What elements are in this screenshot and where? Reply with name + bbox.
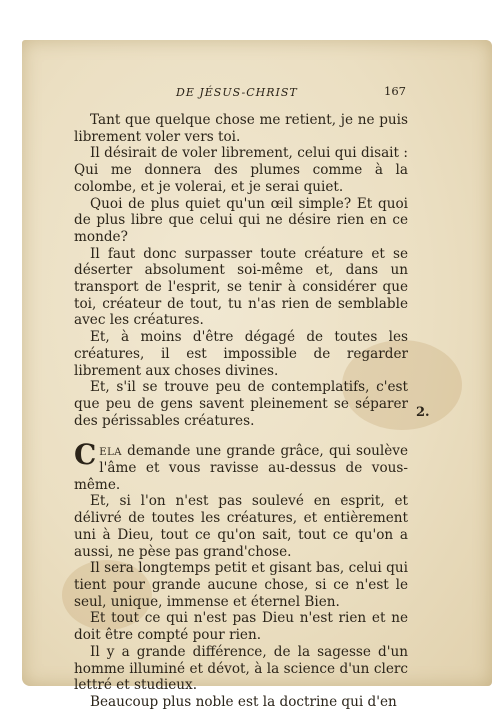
- paragraph: Beaucoup plus noble est la doctrine qui d'en: [90, 693, 397, 710]
- paragraph: Et, s'il se trouve peu de contemplatifs, c'est que peu de gens savent pleinement se séparer des périssables créatures.: [74, 379, 408, 429]
- paragraph: Il faut donc surpasser toute créature et se déserter absolument soi-même et, dans un transport de l'esprit, se tenir à considérer que toi, créateur de tout, tu n'as rien de semblable avec les créatures.: [74, 245, 408, 329]
- page-number: 167: [384, 84, 406, 98]
- page-body: [74, 112, 408, 711]
- drop-cap: C: [74, 438, 97, 472]
- paragraph: Il sera longtemps petit et gisant bas, celui qui tient pour grande aucune chose, si ce n'est le seul, unique, immense et éternel Bien.: [74, 560, 408, 610]
- running-title: DE JÉSUS-CHRIST: [176, 86, 298, 99]
- paragraph: Et tout ce qui n'est pas Dieu n'est rien et ne doit être compté pour rien.: [74, 610, 408, 644]
- section-number: 2.: [416, 405, 430, 420]
- paragraph: Et, si l'on n'est pas soulevé en esprit, et délivré de toutes les créatures, et entièrement uni à Dieu, tout ce qu'on sait, tout ce qu'on a aussi, ne pèse pas grand'chose.: [74, 493, 408, 560]
- paragraph: Il y a grande différence, de la sagesse d'un homme illuminé et dévot, à la science d'un clerc lettré et studieux.: [74, 643, 408, 694]
- opening-text: demande une grande grâce, qui soulève l'âme et vous ravisse au-dessus de vous-même.: [74, 443, 408, 493]
- small-caps-word: ela: [99, 443, 122, 460]
- paragraph: Et, à moins d'être dégagé de toutes les créatures, il est impossible de regarder librement aux choses divines.: [74, 329, 408, 379]
- paragraph: Tant que quelque chose me retient, je ne puis librement voler vers toi.: [74, 112, 408, 145]
- section-opening-paragraph: [74, 438, 408, 493]
- paragraph: Il désirait de voler librement, celui qui disait : Qui me donnera des plumes comme à la colombe, et je volerai, et je serai quiet.: [74, 145, 408, 195]
- paragraph: Quoi de plus quiet qu'un œil simple? Et quoi de plus libre que celui qui ne désire rien en ce monde?: [74, 195, 408, 245]
